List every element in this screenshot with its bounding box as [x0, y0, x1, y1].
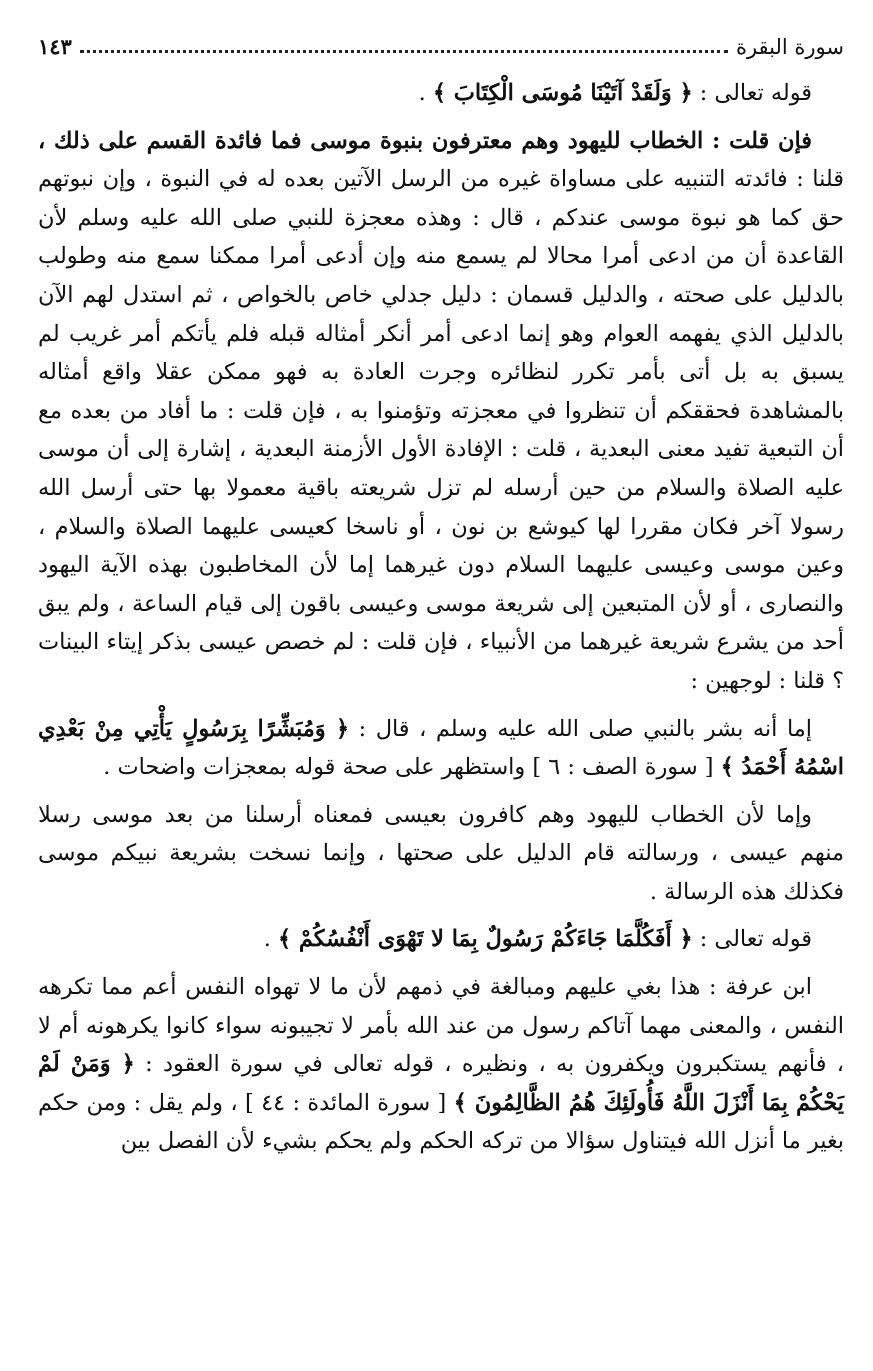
body-text: [ سورة الصف : ٦ ] واستظهر على صحة قوله بمعجزات واضحات .: [103, 754, 721, 781]
quran-verse: ﴿ وَمُبَشِّرًا بِرَسُولٍ يَأْتِي مِنْ بَعْدِي اسْمُهُ أَحْمَدُ ﴾: [38, 715, 844, 781]
paragraph: [38, 122, 844, 701]
document-page: [38, 30, 844, 1350]
quran-verse: ﴿ وَمَنْ لَمْ يَحْكُمْ بِمَا أَنْزَلَ اللَّهُ فَأُولَئِكَ هُمُ الظَّالِمُونَ ﴾: [38, 1051, 844, 1116]
question-text: فإن قلت : الخطاب لليهود وهم معترفون بنبوة موسى فما فائدة القسم على ذلك ،: [38, 127, 812, 154]
body-text: قلنا : فائدته التنبيه على مساواة غيره من الرسل الآتين بعده له في النبوة ، وإن نبوتهم حق كما هو نبوة موسى عندكم ، قال : وهذه معجزة للنبي صلى الله عليه وسلم لأن القاعدة أن من ادعى أمرا محالا لم يسمع منه وإن أدعى أمرا ممكنا سمع منه وطولب بالدليل على صحته ، والدليل قسمان : دليل جدلي خاص بالخواص ، ثم استدل لهم الآن بالدليل الذي يفهمه العوام وهو إنما ادعى أمر أنكر أمثاله قبله فلم يأتكم أمر غريب لم يسبق به بل أتى بأمر تكرر لنظائره وجرت العادة به فهو ممكن عقلا واقع أمثاله بالمشاهدة فحققكم أن تنظروا في معجزته وتؤمنوا به ، فإن قلت : ما أفاد من بعده مع أن التبعية تفيد معنى البعدية ، قلت : الإفادة الأول الأزمنة البعدية ، إشارة إلى أن موسى عليه الصلاة والسلام من حين أرسله لم تزل شريعته باقية معمولا بها حتى أرسل الله رسولا آخر فكان مقررا لها كيوشع بن نون ، أو ناسخا كعيسى عليهما الصلاة والسلام ، وعين موسى وعيسى عليهما السلام دون غيرهما إما لأن المخاطبون بهذه الآية اليهود والنصارى ، أو لأن المتبعين إلى شريعة موسى وعيسى باقون إلى قيام الساعة ، ولم يبق أحد من يشرع شريعة غيرهما من الأنبياء ، فإن قلت : لم خصص عيسى بذكر إيتاء البينات ؟ قلنا : لوجهين :: [38, 166, 844, 694]
body-text: [ سورة المائدة : ٤٤ ] ، ولم يقل : ومن حكم بغير ما أنزل الله فيتناول سؤالا من تركه الحكم ولم يحكم بشيء لأن الفصل بين: [38, 1089, 844, 1155]
surah-name: سورة البقرة: [735, 35, 844, 59]
page-number: ١٤٣: [38, 34, 72, 59]
page-body: [38, 74, 844, 1161]
paragraph: [38, 74, 844, 113]
paragraph: [38, 920, 844, 959]
body-text: إما أنه بشر بالنبي صلى الله عليه وسلم ، قال :: [349, 715, 812, 742]
body-text: قوله تعالى :: [692, 80, 812, 106]
body-text: وإما لأن الخطاب لليهود وهم كافرون بعيسى فمعناه أرسلنا من بعد موسى رسلا منهم عيسى ، ورسالته قام الدليل على صحتها ، وإنما نسخت بشريعة نبيكم موسى فكذلك هذه الرسالة .: [38, 801, 844, 905]
body-text: قوله تعالى :: [692, 926, 812, 953]
body-text: ابن عرفة : هذا بغي عليهم ومبالغة في ذمهم لأن ما لا تهواه النفس أعم مما تكرهه النفس ، والمعنى مهما آتاكم رسول من عند الله بأمر لا تجيبونه سواء كانوا يكرهونه أم لا ، فأنهم يستكبرون ويكفرون به ، ونظيره ، قوله تعالى في سورة العقود :: [38, 974, 844, 1078]
header-dotted-leader: [80, 50, 728, 53]
body-text: .: [263, 926, 278, 953]
paragraph: [38, 796, 844, 912]
quran-verse: ﴿ أَفَكُلَّمَا جَاءَكُمْ رَسُولٌ بِمَا لا تَهْوَى أَنْفُسُكُمْ ﴾: [277, 926, 693, 953]
paragraph: [38, 710, 844, 787]
running-header: [38, 30, 844, 64]
quran-verse: ﴿ وَلَقَدْ آتَيْنَا مُوسَى الْكِتَابَ ﴾: [432, 80, 693, 106]
body-text: .: [418, 80, 433, 106]
paragraph: [38, 968, 844, 1161]
